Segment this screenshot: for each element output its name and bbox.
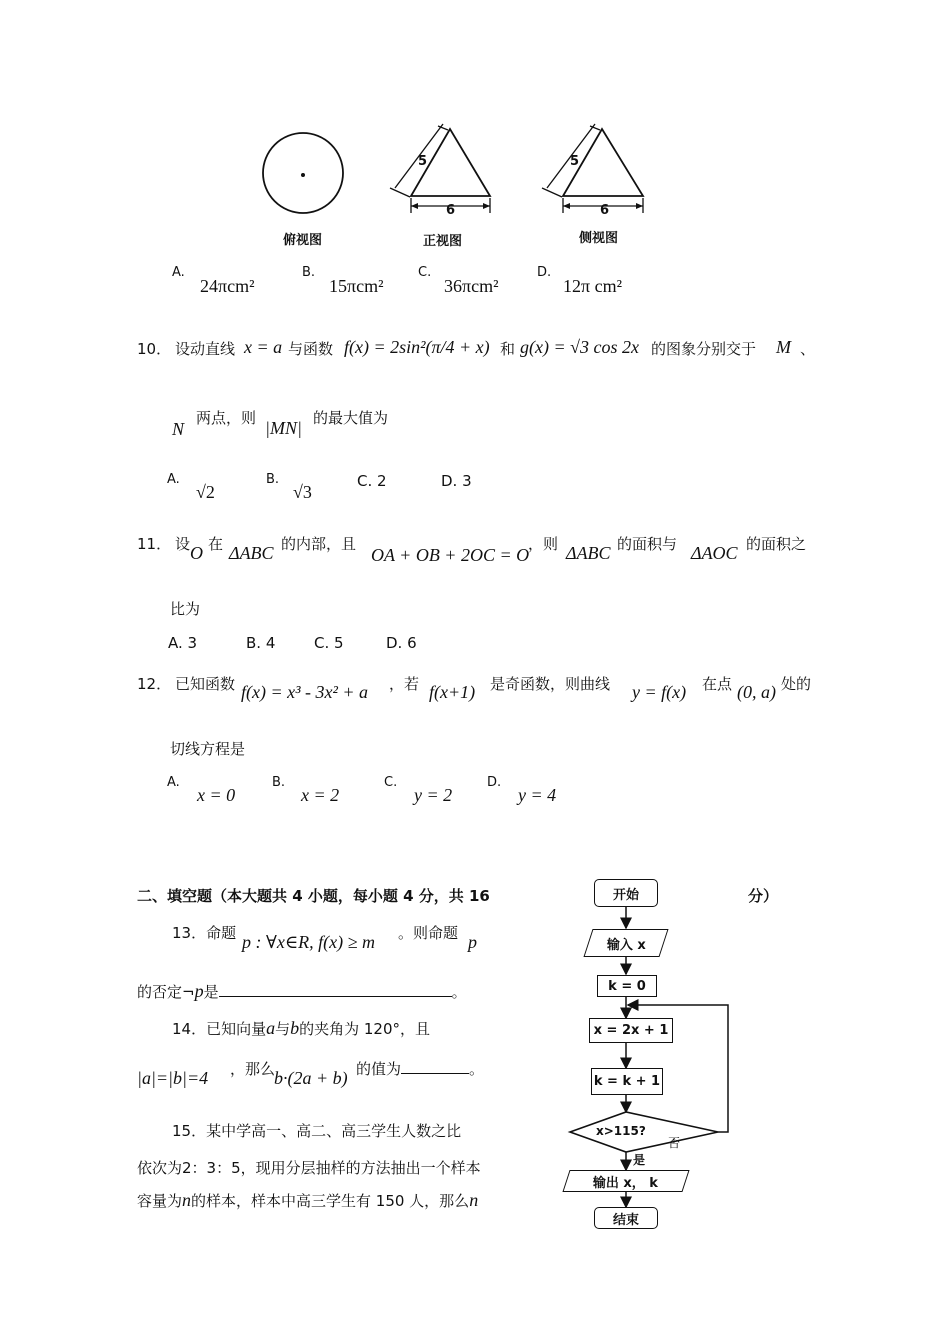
side-slant-label: 5 xyxy=(570,154,580,169)
q12-option-a-value: x = 0 xyxy=(197,785,236,805)
q11-math-abc-2: ΔABC xyxy=(566,543,611,563)
q10-option-b-value: √3 xyxy=(293,482,312,502)
top-view-center-dot xyxy=(301,173,305,177)
q15-line-2: 依次为2：3：5，现用分层抽样的方法抽出一个样本 xyxy=(137,1159,481,1177)
section-2-heading: 二、填空题（本大题共 4 小题，每小题 4 分，共 16 xyxy=(137,887,490,905)
front-base-label: 6 xyxy=(446,203,456,218)
q11-option-a: A. 3 xyxy=(168,634,198,652)
q10-text-2: 与函数 xyxy=(288,340,334,358)
front-view-caption: 正视图 xyxy=(423,234,463,249)
q12-option-c-value: y = 2 xyxy=(414,785,453,805)
q12-text-6: 切线方程是 xyxy=(170,740,246,758)
side-view-triangle xyxy=(542,124,643,213)
q11-text-1: 设 xyxy=(175,535,191,553)
flowchart-yes-label: 是 xyxy=(633,1153,646,1167)
q13-math-proposition: p : ∀x∈R, f(x) ≥ m xyxy=(242,932,376,952)
q14-answer-blank xyxy=(401,1059,469,1074)
q13-line-2: 的否定¬p是 。 xyxy=(137,981,467,1001)
q13-answer-blank xyxy=(219,982,452,997)
q12-text-2: ，若 xyxy=(389,675,420,693)
q9-option-c-letter: C. xyxy=(418,265,432,280)
flowchart-input: 输入 x xyxy=(583,929,668,957)
q11-text-6: 的面积之 xyxy=(746,535,807,553)
q14-line-2-end: 的值为 。 xyxy=(356,1060,485,1078)
q12-text-1: 已知函数 xyxy=(175,675,236,693)
q11-math-vector-sum: OA + OB + 2OC = O xyxy=(371,545,530,565)
flowchart-condition: x>115? xyxy=(596,1124,646,1138)
q10-math-mn: |MN| xyxy=(265,418,302,438)
q10-option-a-value: √2 xyxy=(196,482,215,502)
q9-option-d-value: 12π cm² xyxy=(563,276,622,296)
q9-option-c-value: 36πcm² xyxy=(444,276,499,296)
q11-text-3: 的内部，且 xyxy=(281,535,357,553)
q12-option-b-value: x = 2 xyxy=(301,785,340,805)
q11-number: 11． xyxy=(137,535,172,553)
q10-text-3: 和 xyxy=(500,340,516,358)
front-view-triangle xyxy=(390,124,490,213)
flowchart-end: 结束 xyxy=(594,1207,658,1229)
q11-text-5: 的面积与 xyxy=(617,535,678,553)
q10-text-1: 设动直线 xyxy=(175,340,236,358)
q11-option-d: D. 6 xyxy=(386,634,417,652)
q13-text-2: 。则命题 xyxy=(398,924,459,942)
q13-math-p: p xyxy=(468,932,477,952)
flowchart-step-x: x = 2x + 1 xyxy=(589,1018,673,1043)
q12-option-b-letter: B. xyxy=(272,775,286,790)
q10-text-5: 、 xyxy=(800,340,816,358)
q10-math-g: g(x) = √3 cos 2x xyxy=(520,337,639,357)
q10-number: 10． xyxy=(137,340,172,358)
q11-math-aoc: ΔAOC xyxy=(691,543,738,563)
q10-math-line: x = a xyxy=(244,337,283,357)
q11-option-c: C. 5 xyxy=(314,634,344,652)
q10-math-f: f(x) = 2sin²(π/4 + x) xyxy=(344,337,490,357)
q12-option-a-letter: A. xyxy=(167,775,180,790)
q9-option-b-value: 15πcm² xyxy=(329,276,384,296)
q9-option-d-letter: D. xyxy=(537,265,552,280)
q10-option-a-letter: A. xyxy=(167,472,180,487)
q14-math-norms: |a|=|b|=4 xyxy=(137,1068,209,1088)
q10-math-m: M xyxy=(776,337,791,357)
front-slant-label: 5 xyxy=(418,154,428,169)
q14-text-4: ，那么 xyxy=(230,1060,276,1078)
q10-math-n: N xyxy=(172,419,185,439)
q14-math-dot: b·(2a + b) xyxy=(274,1068,348,1088)
flowchart-step-k: k = k + 1 xyxy=(591,1068,663,1095)
q12-text-5: 处的 xyxy=(781,675,812,693)
q9-option-a-letter: A. xyxy=(172,265,185,280)
q11-text-7: 比为 xyxy=(170,600,201,618)
q12-math-point: (0, a) xyxy=(737,682,776,702)
three-views-figure xyxy=(250,118,670,258)
q14-line-1: 14．已知向量a与b的夹角为 120°，且 xyxy=(172,1018,431,1038)
q12-math-curve: y = f(x) xyxy=(632,682,687,702)
q12-math-shift: f(x+1) xyxy=(429,682,476,702)
q11-text-2: 在 xyxy=(208,535,224,553)
flowchart-init: k = 0 xyxy=(597,975,657,997)
q12-option-d-value: y = 4 xyxy=(518,785,557,805)
q11-text-4: ，则 xyxy=(528,535,559,553)
q12-text-3: 是奇函数，则曲线 xyxy=(490,675,611,693)
flowchart-output: 输出 x， k xyxy=(562,1170,689,1192)
top-view-caption: 俯视图 xyxy=(283,233,323,248)
q12-text-4: 在点 xyxy=(702,675,733,693)
q13-number: 13．命题 xyxy=(172,924,237,942)
q9-option-b-letter: B. xyxy=(302,265,316,280)
q9-option-a-value: 24πcm² xyxy=(200,276,255,296)
q10-text-4: 的图象分别交于 xyxy=(651,340,757,358)
q11-math-abc: ΔABC xyxy=(229,543,274,563)
side-view-caption: 侧视图 xyxy=(579,231,619,246)
q15-line-3: 容量为n的样本，样本中高三学生有 150 人，那么n xyxy=(137,1190,479,1210)
section-2-heading-end: 分） xyxy=(748,887,779,905)
q10-text-7: 的最大值为 xyxy=(313,409,389,427)
q12-option-d-letter: D. xyxy=(487,775,502,790)
side-base-label: 6 xyxy=(600,203,610,218)
q12-math-f: f(x) = x³ - 3x² + a xyxy=(241,682,369,702)
q11-math-o: O xyxy=(190,543,203,563)
q10-option-c: C. 2 xyxy=(357,472,387,490)
q12-number: 12． xyxy=(137,675,172,693)
flowchart-start: 开始 xyxy=(594,879,658,907)
q10-option-d: D. 3 xyxy=(441,472,472,490)
q10-text-6: 两点，则 xyxy=(196,409,257,427)
flowchart-no-label: 否 xyxy=(668,1136,681,1150)
q11-option-b: B. 4 xyxy=(246,634,276,652)
q10-option-b-letter: B. xyxy=(266,472,280,487)
q12-option-c-letter: C. xyxy=(384,775,398,790)
q15-line-1: 15．某中学高一、高二、高三学生人数之比 xyxy=(172,1122,462,1140)
